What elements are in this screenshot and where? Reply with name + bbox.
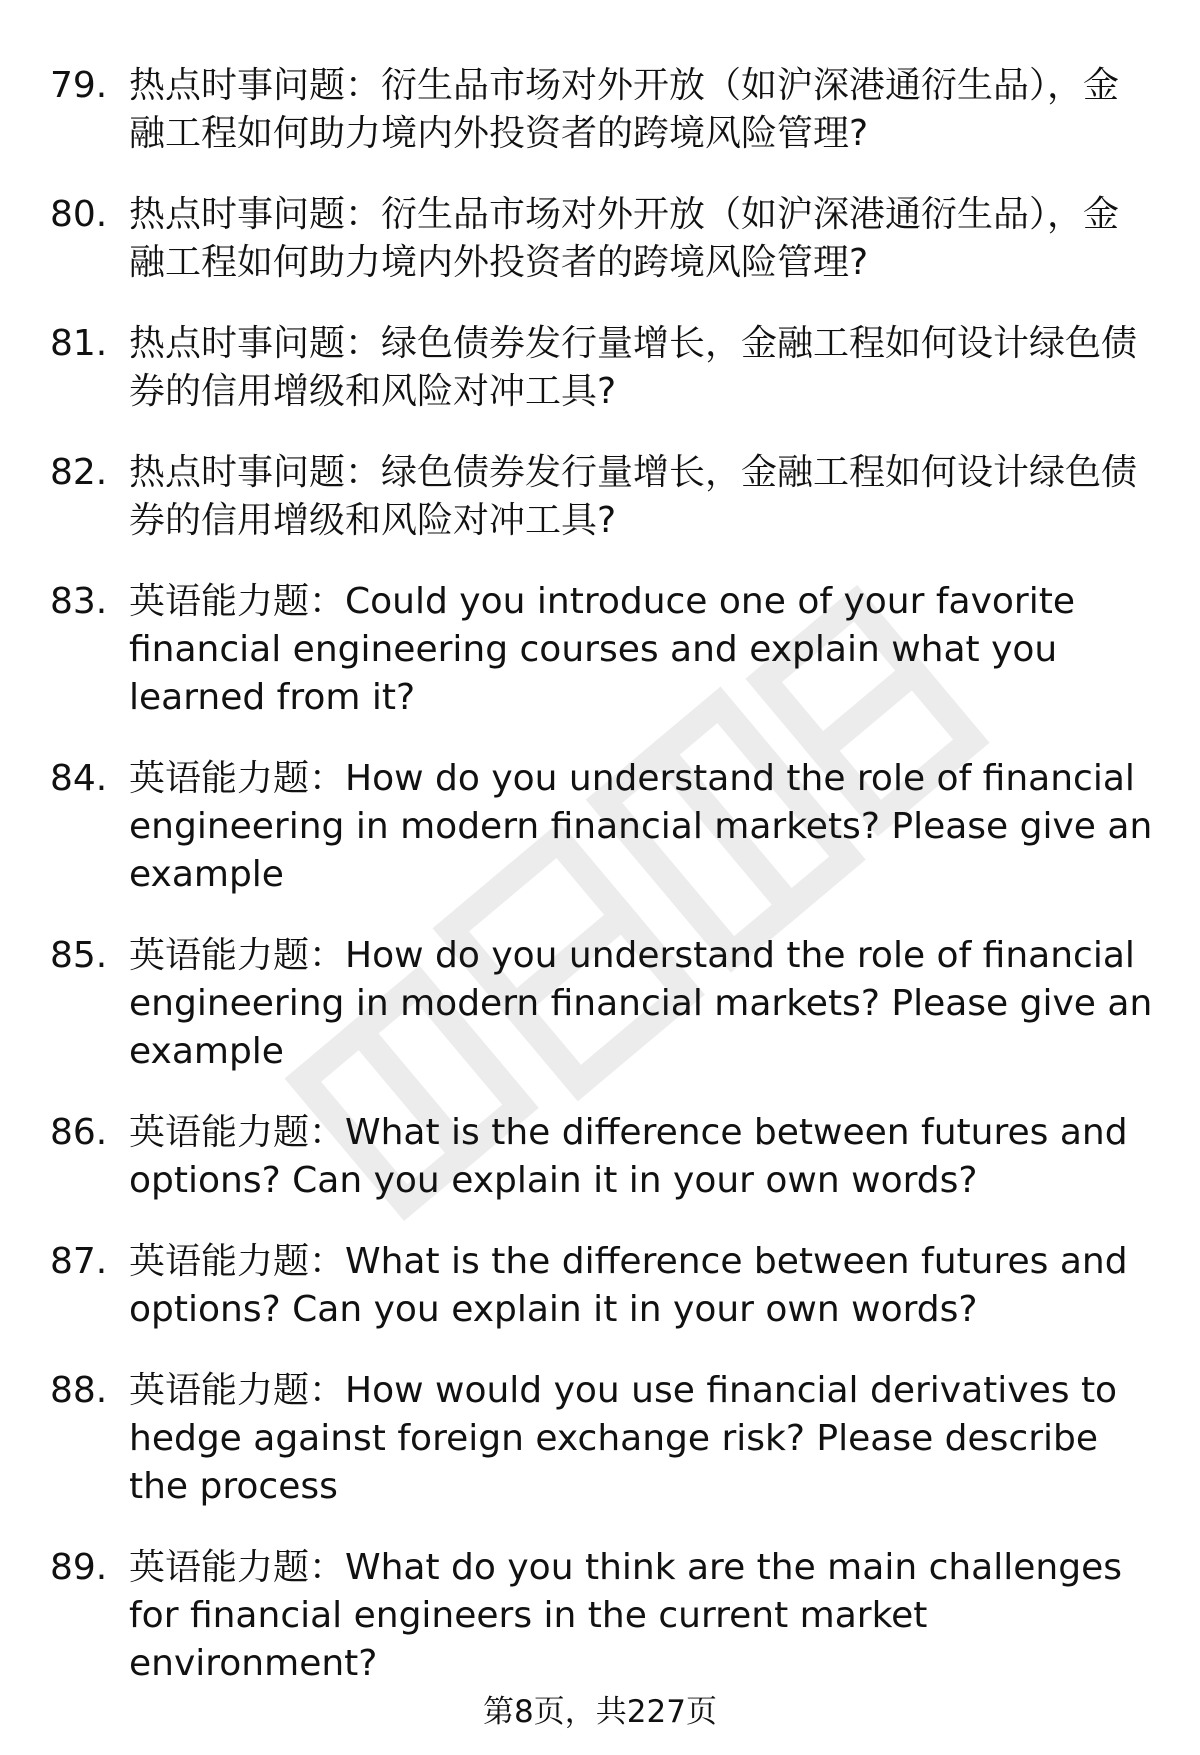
question-body — [129, 1367, 1155, 1511]
question-number: 84. — [50, 758, 108, 799]
question-number: 87. — [50, 1241, 108, 1282]
question-text: 绿色债券发行量增长，金融工程如何设计绿色债券的信用增级和风险对冲工具? — [129, 452, 1138, 541]
question-item — [50, 1109, 1155, 1205]
question-item — [50, 1367, 1155, 1511]
question-body — [129, 755, 1155, 899]
question-body — [129, 578, 1155, 722]
question-item — [50, 191, 1155, 287]
question-item — [50, 578, 1155, 722]
question-category: 英语能力题： — [129, 1547, 346, 1588]
question-item — [50, 755, 1155, 899]
question-body — [129, 1109, 1155, 1205]
question-item — [50, 320, 1155, 416]
question-category: 热点时事问题： — [129, 65, 382, 106]
question-number: 81. — [50, 323, 108, 364]
question-body — [129, 1238, 1155, 1334]
question-category: 热点时事问题： — [129, 452, 382, 493]
question-body — [129, 191, 1155, 287]
question-number: 88. — [50, 1370, 108, 1411]
question-text: How do you understand the role of financial engineering in modern financial markets? Please give an example — [129, 935, 1153, 1072]
question-text: How do you understand the role of financial engineering in modern financial markets? Please give an example — [129, 758, 1153, 895]
question-number: 83. — [50, 581, 108, 622]
question-body — [129, 449, 1155, 545]
question-category: 英语能力题： — [129, 581, 346, 622]
question-category: 热点时事问题： — [129, 194, 382, 235]
question-number: 82. — [50, 452, 108, 493]
question-item — [50, 1544, 1155, 1688]
question-number: 80. — [50, 194, 108, 235]
question-item — [50, 449, 1155, 545]
question-text: Could you introduce one of your favorite financial engineering courses and explain what you learned from it? — [129, 581, 1075, 718]
page-number-label: 第8页，共227页 — [483, 1694, 717, 1730]
question-body — [129, 320, 1155, 416]
question-category: 英语能力题： — [129, 1112, 346, 1153]
question-text: 衍生品市场对外开放（如沪深港通衍生品），金融工程如何助力境内外投资者的跨境风险管理? — [129, 65, 1120, 154]
question-item — [50, 62, 1155, 158]
question-text: 衍生品市场对外开放（如沪深港通衍生品），金融工程如何助力境内外投资者的跨境风险管理? — [129, 194, 1120, 283]
question-category: 英语能力题： — [129, 935, 346, 976]
question-number: 85. — [50, 935, 108, 976]
question-number: 86. — [50, 1112, 108, 1153]
question-category: 英语能力题： — [129, 1370, 346, 1411]
question-text: What is the difference between futures and options? Can you explain it in your own words? — [129, 1112, 1128, 1201]
question-number: 89. — [50, 1547, 108, 1588]
question-body — [129, 932, 1155, 1076]
question-text: What is the difference between futures and options? Can you explain it in your own words? — [129, 1241, 1128, 1330]
page-footer — [0, 1692, 1200, 1732]
question-number: 79. — [50, 65, 108, 106]
question-category: 热点时事问题： — [129, 323, 382, 364]
question-category: 英语能力题： — [129, 1241, 346, 1282]
question-text: How would you use financial derivatives to hedge against foreign exchange risk? Please describe the process — [129, 1370, 1118, 1507]
question-category: 英语能力题： — [129, 758, 346, 799]
question-body — [129, 62, 1155, 158]
question-text: What do you think are the main challenges for financial engineers in the current market environment? — [129, 1547, 1122, 1684]
question-body — [129, 1544, 1155, 1688]
question-list — [50, 62, 1155, 1721]
question-item — [50, 1238, 1155, 1334]
question-text: 绿色债券发行量增长，金融工程如何设计绿色债券的信用增级和风险对冲工具? — [129, 323, 1138, 412]
question-item — [50, 932, 1155, 1076]
